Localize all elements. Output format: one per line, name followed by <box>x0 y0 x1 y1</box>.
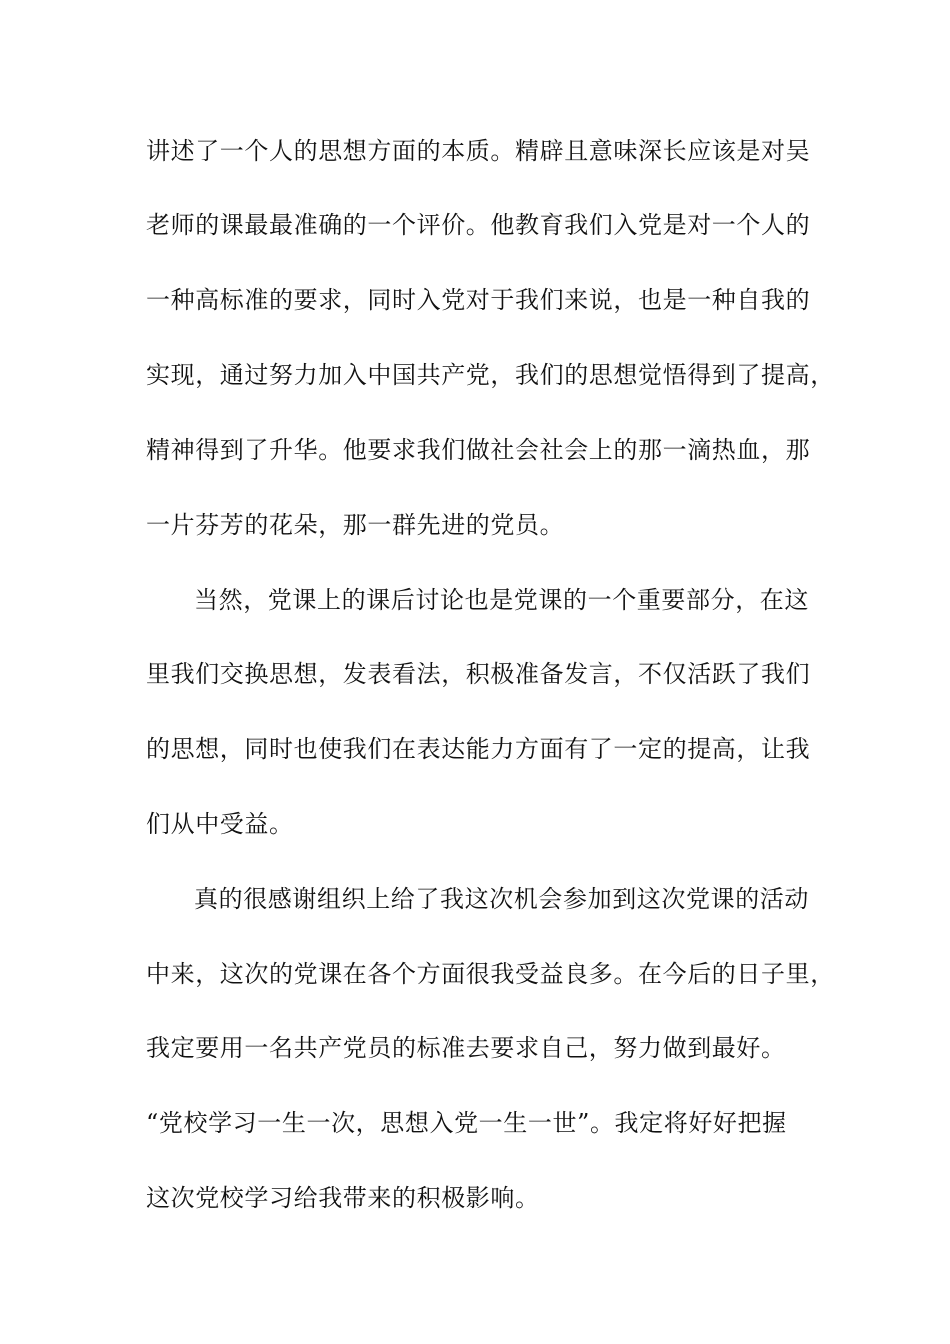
text-line: “党校学习一生一次，思想入党一生一世”。我定将好好把握 <box>146 1109 787 1137</box>
text-line: 一片芬芳的花朵，那一群先进的党员。 <box>146 511 565 539</box>
text-line: 的思想，同时也使我们在表达能力方面有了一定的提高，让我 <box>146 735 811 763</box>
text-line: 真的很感谢组织上给了我这次机会参加到这次党课的活动 <box>194 885 809 913</box>
text-line: 一种高标准的要求，同时入党对于我们来说，也是一种自我的 <box>146 286 811 314</box>
text-line: 老师的课最最准确的一个评价。他教育我们入党是对一个人的 <box>146 211 811 239</box>
text-line: 讲述了一个人的思想方面的本质。精辟且意味深长应该是对吴 <box>146 137 811 165</box>
text-line: 我定要用一名共产党员的标准去要求自己，努力做到最好。 <box>146 1034 786 1062</box>
text-line: 里我们交换思想，发表看法，积极准备发言，不仅活跃了我们 <box>146 660 811 688</box>
text-line: 当然，党课上的课后讨论也是党课的一个重要部分，在这 <box>194 586 809 614</box>
text-line: 这次党校学习给我带来的积极影响。 <box>146 1184 540 1212</box>
text-line: 中来，这次的党课在各个方面很我受益良多。在今后的日子里， <box>146 960 835 988</box>
text-line: 们从中受益。 <box>146 810 294 838</box>
text-line: 精神得到了升华。他要求我们做社会社会上的那一滴热血，那 <box>146 436 811 464</box>
text-line: 实现，通过努力加入中国共产党，我们的思想觉悟得到了提高， <box>146 361 835 389</box>
